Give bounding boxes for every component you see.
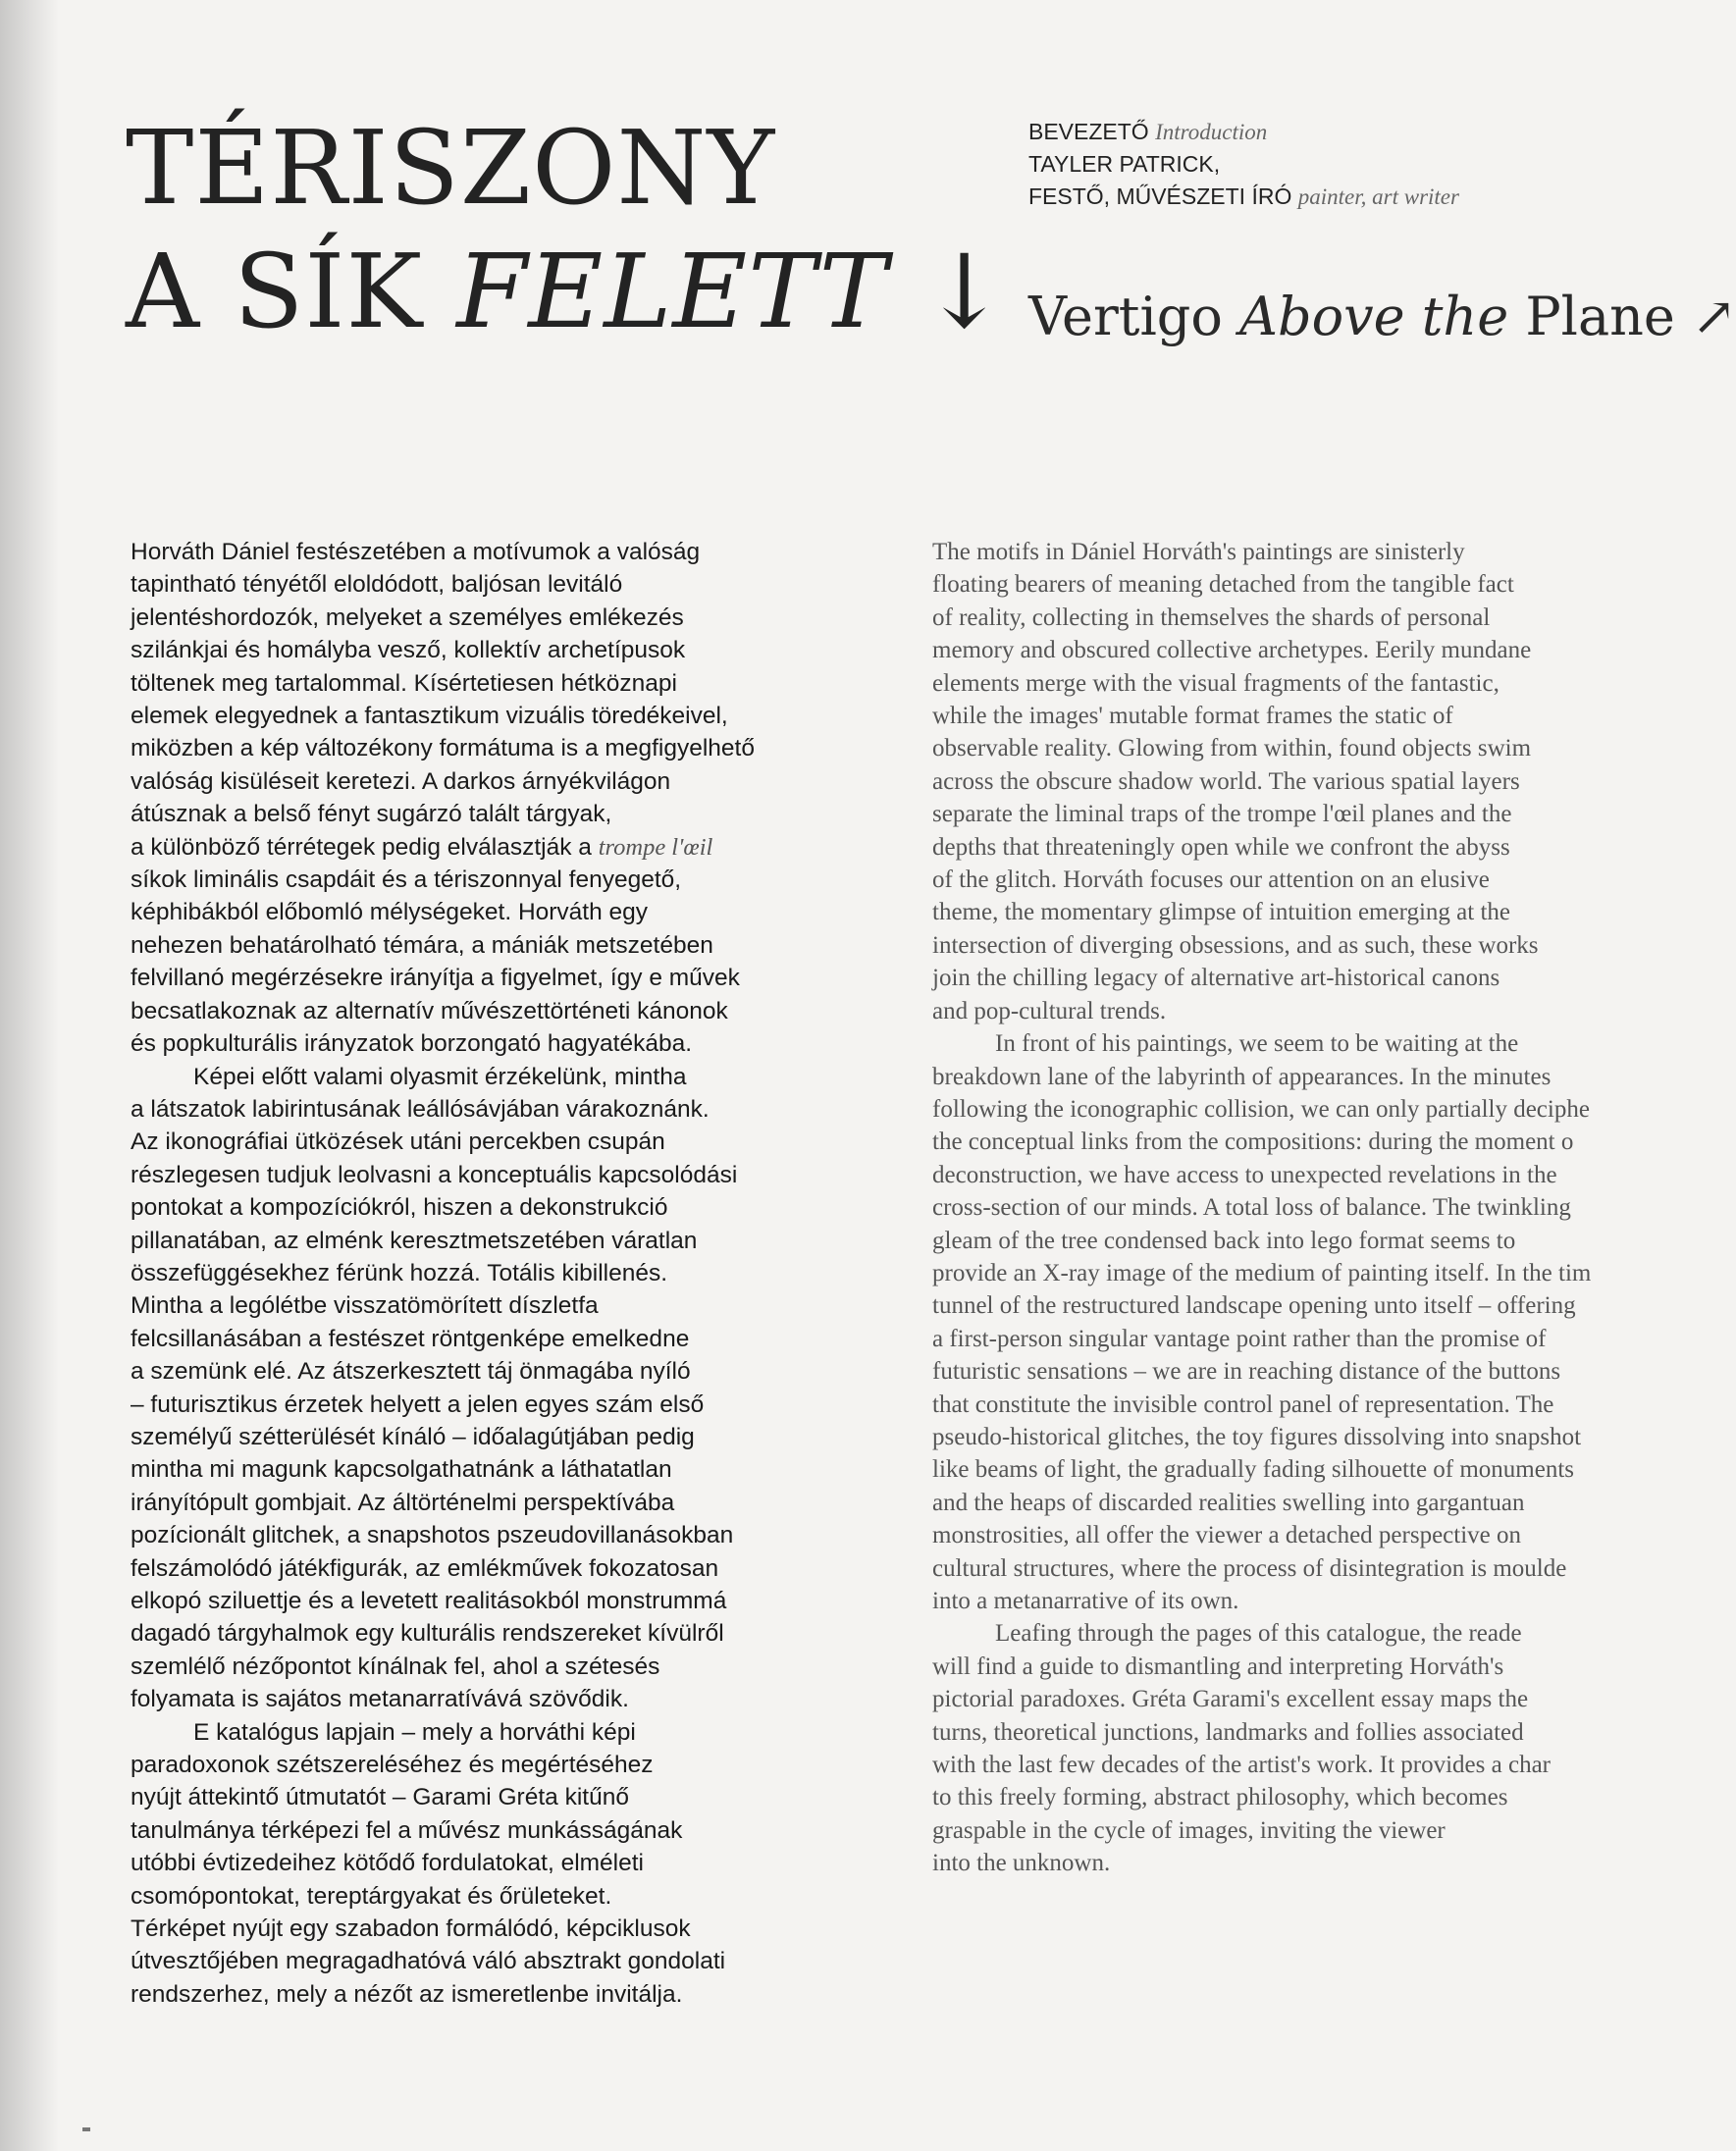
author-name: TAYLER PATRICK, — [1028, 151, 1221, 177]
hungarian-text-line: elemek elegyednek a fantasztikum vizuális töredékeivel, — [131, 703, 728, 730]
english-text-line: gleam of the tree condensed back into lego format seems to — [932, 1227, 1516, 1254]
hungarian-text-line: paradoxonok szétszereléséhez és megértéséhez — [131, 1752, 654, 1779]
hungarian-title-line-1: TÉRISZONY — [126, 108, 776, 228]
hungarian-text-line: átúsznak a belső fényt sugárzó talált tárgyak, — [131, 801, 612, 828]
hungarian-title-a-sik: A SÍK — [126, 232, 457, 351]
hungarian-text-line: irányítópult gombjait. Az áltörténelmi perspektívába — [131, 1489, 675, 1516]
credits-block — [1028, 116, 1459, 213]
credits-section-label — [1028, 116, 1459, 148]
hungarian-text-line: folyamata is sajátos metanarratívává szövődik. — [131, 1686, 629, 1713]
english-text-line: of reality, collecting in themselves the shards of personal — [932, 603, 1491, 631]
author-role-en: painter, art writer — [1297, 184, 1459, 209]
english-text-line: pseudo-historical glitches, the toy figures dissolving into snapshot — [932, 1423, 1582, 1450]
hungarian-text-line: tapintható tényétől eloldódott, baljósan levitáló — [131, 571, 623, 599]
english-text-line: deconstruction, we have access to unexpected revelations in the — [932, 1161, 1557, 1188]
english-text-line: to this freely forming, abstract philosophy, which becomes — [932, 1784, 1508, 1811]
hungarian-text-line: szilánkjai és homályba vesző, kollektív archetípusok — [131, 637, 686, 664]
hungarian-text-line: mintha mi magunk kapcsolgathatnánk a láthatatlan — [131, 1456, 672, 1484]
english-text-line: the conceptual links from the compositions: during the moment o — [932, 1128, 1574, 1156]
hungarian-text-line: a szemünk elé. Az átszerkesztett táj önmagába nyíló — [131, 1358, 691, 1386]
english-text-line: depths that threateningly open while we confront the abyss — [932, 833, 1510, 861]
hungarian-text-line: Mintha a lególétbe visszatömörített díszletfa — [131, 1292, 599, 1320]
english-text-line: cultural structures, where the process of disintegration is moulde — [932, 1554, 1567, 1582]
planes-and-the: planes and the — [1365, 801, 1512, 828]
hungarian-text-line: Horváth Dániel festészetében a motívumok a valóság — [131, 539, 701, 565]
english-text-line: and pop-cultural trends. — [932, 997, 1167, 1024]
hungarian-text-line: részlegesen tudjuk leolvasni a konceptuális kapcsolódási — [131, 1161, 738, 1188]
english-text-line: into the unknown. — [932, 1850, 1111, 1877]
hungarian-title-felett: FELETT — [456, 232, 888, 351]
english-title — [1028, 283, 1736, 351]
hungarian-text-line: felvillanó megérzésekre irányítja a figyelmet, így e művek — [131, 965, 740, 992]
hungarian-text-line: összefüggésekhez férünk hozzá. Totális kibillenés. — [131, 1259, 668, 1286]
hungarian-text-column — [131, 536, 832, 2011]
english-text-column — [932, 536, 1634, 1880]
english-text-line: pictorial paradoxes. Gréta Garami's excellent essay maps the — [932, 1686, 1529, 1713]
english-text-line: like beams of light, the gradually fading silhouette of monuments — [932, 1456, 1575, 1484]
hungarian-text-line: felszámolódó játékfigurák, az emlékművek fokozatosan — [131, 1554, 719, 1582]
hungarian-text-line: nyújt áttekintő útmutatót – Garami Gréta kitűnő — [131, 1784, 629, 1811]
english-text-line: across the obscure shadow world. The various spatial layers — [932, 767, 1520, 795]
author-role — [1028, 181, 1459, 213]
hungarian-text-line: csomópontokat, tereptárgyakat és őrületeket. — [131, 1882, 612, 1910]
english-text-line: Leafing through the pages of this catalogue, the reade — [995, 1620, 1522, 1648]
hungarian-text-line: felcsillanásában a festészet röntgenképe emelkedne — [131, 1325, 690, 1352]
hungarian-text-line: utóbbi évtizedeihez kötődő fordulatokat, elméleti — [131, 1850, 644, 1877]
english-text-line: cross-section of our minds. A total loss of balance. The twinkling — [932, 1194, 1571, 1222]
english-text-line: will find a guide to dismantling and interpreting Horváth's — [932, 1653, 1504, 1680]
hungarian-title — [126, 106, 1008, 353]
english-title-vertigo: Vertigo — [1028, 286, 1240, 347]
hungarian-text-line: Térképet nyújt egy szabadon formálódó, képciklusok — [131, 1915, 691, 1943]
english-text-line: intersection of diverging obsessions, and as such, these works — [932, 931, 1539, 959]
hungarian-text-line: pozícionált glitchek, a snapshotos pszeudovillanásokban — [131, 1522, 734, 1549]
english-text-line: that constitute the invisible control panel of representation. The — [932, 1390, 1554, 1418]
english-text-line: observable reality. Glowing from within, found objects swim — [932, 735, 1532, 762]
hungarian-text-line: síkok liminális csapdáit és a tériszonnyal fenyegető, — [131, 866, 682, 894]
english-text-line: floating bearers of meaning detached from the tangible fact — [932, 571, 1514, 599]
corner-mark — [82, 2127, 90, 2131]
hungarian-text-line: elkopó sziluettje és a levetett realitásokból monstrummá — [131, 1588, 727, 1614]
english-text-line: monstrosities, all offer the viewer a detached perspective on — [932, 1522, 1522, 1549]
hungarian-text-line: becsatlakoznak az alternatív művészettörténeti kánonok — [131, 997, 728, 1024]
hungarian-text-line: dagadó tárgyhalmok egy kulturális rendszereket kívülről — [131, 1620, 724, 1648]
hungarian-text-line: töltenek meg tartalommal. Kísértetiesen hétköznapi — [131, 669, 677, 697]
hungarian-text-line: – futurisztikus érzetek helyett a jelen egyes szám első — [131, 1390, 705, 1418]
english-text-line: with the last few decades of the artist's work. It provides a char — [932, 1752, 1551, 1779]
hungarian-text-line: nehezen behatárolható témára, a mániák metszetében — [131, 931, 713, 959]
hungarian-text-line: pillanatában, az elménk keresztmetszetében váratlan — [131, 1227, 698, 1254]
english-text-line: of the glitch. Horváth focuses our attention on an elusive — [932, 866, 1490, 894]
hungarian-text-line: a látszatok labirintusának leállósávjában várakoznánk. — [131, 1095, 710, 1123]
english-text-line: separate the liminal traps of the trompe l'œil planes and the — [932, 801, 1512, 828]
page-spine-shadow — [0, 0, 59, 2151]
english-text-line: while the images' mutable format frames the static of — [932, 703, 1453, 730]
english-title-plane: Plane — [1508, 286, 1693, 347]
english-text-line: provide an X-ray image of the medium of painting itself. In the tim — [932, 1259, 1592, 1286]
hungarian-text-line: Az ikonográfiai ütközések utáni percekben csupán — [131, 1128, 665, 1156]
hungarian-text-line: a különböző térrétegek pedig elválasztják a trompe l'œil — [131, 833, 713, 861]
hungarian-title-line-2 — [126, 230, 1008, 353]
english-text-line: memory and obscured collective archetypes. Eerily mundane — [932, 637, 1532, 664]
english-text-line: join the chilling legacy of alternative art-historical canons — [932, 965, 1500, 992]
english-text-line: theme, the momentary glimpse of intuition emerging at the — [932, 899, 1510, 926]
hungarian-text-line: képhibákból előbomló mélységeket. Horváth egy — [131, 899, 649, 926]
diagonal-arrow-icon: ↗ — [1692, 286, 1736, 347]
hungarian-text-line: tanulmánya térképezi fel a művész munkásságának — [131, 1816, 683, 1844]
english-text-line: tunnel of the restructured landscape opening unto itself – offering — [932, 1292, 1576, 1320]
hungarian-text-line: Képei előtt valami olyasmit érzékelünk, mintha — [193, 1063, 687, 1090]
english-text-line: futuristic sensations – we are in reaching distance of the buttons — [932, 1358, 1561, 1386]
hungarian-text-line: pontokat a kompozíciókról, hiszen a dekonstrukció — [131, 1194, 668, 1222]
english-text-line: The motifs in Dániel Horváth's paintings are sinisterly — [932, 539, 1465, 565]
english-text-line: breakdown lane of the labyrinth of appearances. In the minutes — [932, 1063, 1552, 1090]
english-text-line: and the heaps of discarded realities swelling into gargantuan — [932, 1489, 1525, 1516]
english-text-line: elements merge with the visual fragments of the fantastic, — [932, 669, 1499, 697]
trompe-loeil-english: trompe l'œil — [1246, 801, 1366, 828]
english-text-line: graspable in the cycle of images, inviting the viewer — [932, 1816, 1446, 1844]
hungarian-text-line: jelentéshordozók, melyeket a személyes emlékezés — [131, 603, 684, 631]
hungarian-text-line: és popkulturális irányzatok borzongató hagyatékába. — [131, 1030, 693, 1058]
trompe-loeil-italic: trompe l'œil — [598, 833, 713, 861]
english-text-line: turns, theoretical junctions, landmarks and follies associated — [932, 1718, 1524, 1746]
hungarian-text-line: valóság kisüléseit keretezi. A darkos árnyékvilágon — [131, 767, 671, 795]
english-title-above-the: Above the — [1239, 286, 1509, 347]
hungarian-text-line: útvesztőjében megragadhatóvá váló absztrakt gondolati — [131, 1948, 726, 1975]
hungarian-text-line: rendszerhez, mely a nézőt az ismeretlenbe invitálja. — [131, 1980, 683, 2008]
english-text-line: a first-person singular vantage point rather than the promise of — [932, 1325, 1547, 1352]
section-label-hu: BEVEZETŐ — [1028, 119, 1149, 144]
section-label-en: Introduction — [1155, 120, 1268, 144]
hungarian-text-line: személyű szétterülését kínáló – időalagútjában pedig — [131, 1423, 695, 1450]
author-role-hu: FESTŐ, MŰVÉSZETI ÍRÓ — [1028, 184, 1292, 209]
hungarian-text-line: miközben a kép változékony formátuma is a megfigyelhető — [131, 735, 755, 762]
down-arrow-icon: ↓ — [921, 232, 1009, 351]
english-text-line: In front of his paintings, we seem to be waiting at the — [995, 1030, 1519, 1058]
hungarian-text-line: szemlélő nézőpontot kínálnak fel, ahol a szétesés — [131, 1653, 660, 1680]
hungarian-text-line: E katalógus lapjain – mely a horváthi képi — [193, 1718, 636, 1746]
english-text-line: following the iconographic collision, we can only partially deciphe — [932, 1095, 1590, 1123]
english-text-line: into a metanarrative of its own. — [932, 1588, 1239, 1614]
